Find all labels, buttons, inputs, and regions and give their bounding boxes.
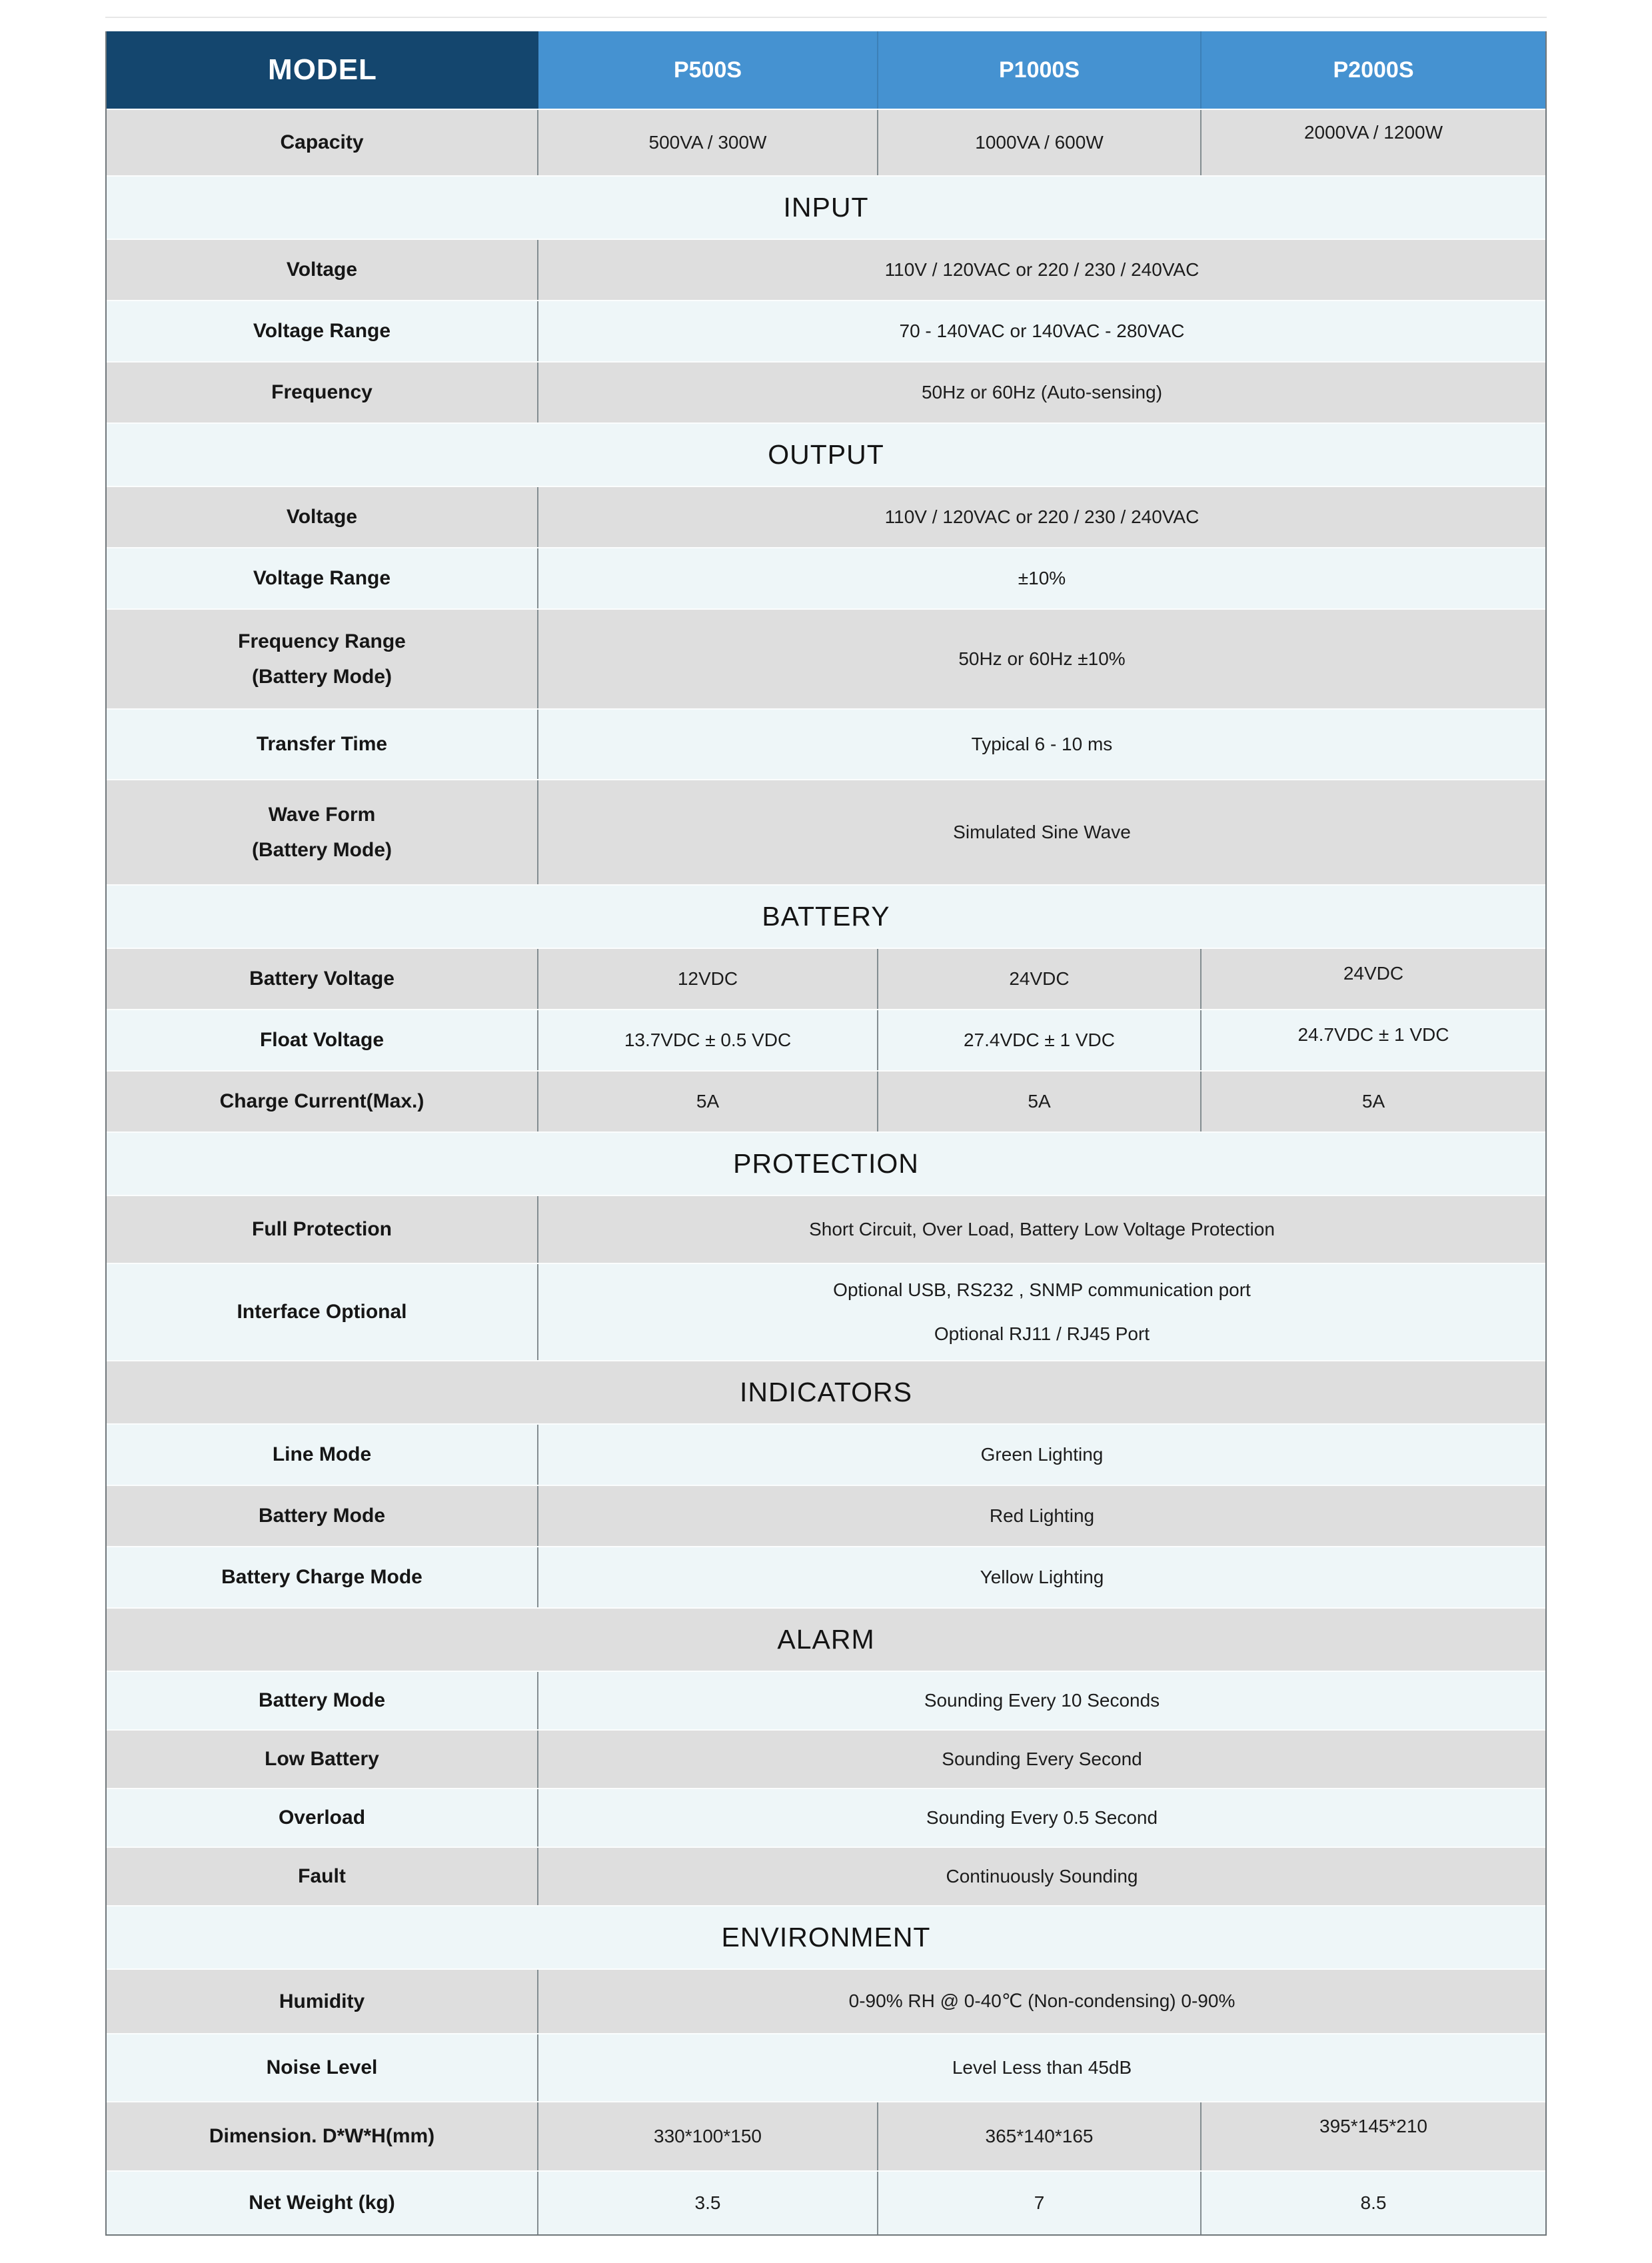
table-row-low-battery xyxy=(107,1731,1545,1789)
row-value: 330*100*150 xyxy=(538,2102,878,2170)
row-label: Voltage xyxy=(107,240,538,300)
row-label: Transfer Time xyxy=(107,710,538,779)
row-label: Battery Charge Mode xyxy=(107,1547,538,1607)
section-header-indicators xyxy=(107,1361,1545,1425)
row-label: Voltage Range xyxy=(107,548,538,608)
table-row-line-mode xyxy=(107,1425,1545,1486)
row-value: 24VDC xyxy=(878,949,1202,1009)
table-row-battery-voltage xyxy=(107,949,1545,1010)
section-header-protection xyxy=(107,1133,1545,1196)
row-value: ±10% xyxy=(1018,567,1066,588)
row-value: 2000VA / 1200W xyxy=(1303,121,1443,143)
table-row-humidity xyxy=(107,1970,1545,2034)
row-value: 3.5 xyxy=(538,2172,878,2234)
model-column-header-p1000s: P1000S xyxy=(878,31,1202,109)
table-row-output-voltage-range xyxy=(107,548,1545,610)
row-value: 27.4VDC ± 1 VDC xyxy=(878,1010,1202,1070)
row-label: Frequency xyxy=(107,363,538,422)
row-value: 7 xyxy=(878,2172,1202,2234)
section-title: INDICATORS xyxy=(739,1377,913,1407)
section-title: ALARM xyxy=(777,1624,875,1655)
row-value: 110V / 120VAC or 220 / 230 / 240VAC xyxy=(884,506,1200,527)
row-value-line1: Optional USB, RS232 , SNMP communication port xyxy=(833,1279,1251,1300)
row-label: Humidity xyxy=(107,1970,538,2033)
table-row-charge-current xyxy=(107,1072,1545,1133)
table-row-battery-charge-mode xyxy=(107,1547,1545,1609)
row-label: Battery Mode xyxy=(107,1486,538,1546)
table-row-capacity xyxy=(107,110,1545,177)
row-value: Sounding Every 10 Seconds xyxy=(924,1689,1160,1711)
row-label: Fault xyxy=(107,1848,538,1905)
row-value: Level Less than 45dB xyxy=(952,2056,1132,2078)
section-title: BATTERY xyxy=(762,901,890,932)
row-label-line1: Frequency Range xyxy=(238,630,406,652)
row-label: Interface Optional xyxy=(107,1264,538,1360)
row-label-line2: (Battery Mode) xyxy=(251,666,392,688)
section-title: ENVIRONMENT xyxy=(721,1922,931,1952)
row-label: Capacity xyxy=(107,110,538,175)
row-label: Battery Mode xyxy=(107,1672,538,1729)
row-value: 500VA / 300W xyxy=(538,110,878,175)
row-value: 24VDC xyxy=(1343,962,1404,984)
row-value: 50Hz or 60Hz (Auto-sensing) xyxy=(921,381,1163,402)
row-value: 5A xyxy=(1361,1090,1385,1112)
row-value: 5A xyxy=(878,1072,1202,1132)
row-value: Continuously Sounding xyxy=(946,1865,1138,1886)
row-label xyxy=(107,780,538,884)
table-row-full-protection xyxy=(107,1196,1545,1264)
row-value-line2: Optional RJ11 / RJ45 Port xyxy=(934,1323,1150,1344)
row-value: Sounding Every 0.5 Second xyxy=(926,1807,1158,1828)
row-value: 395*145*210 xyxy=(1319,2115,1427,2136)
row-value: 13.7VDC ± 0.5 VDC xyxy=(538,1010,878,1070)
top-divider xyxy=(105,17,1547,18)
row-value: Simulated Sine Wave xyxy=(953,821,1131,842)
row-value: Yellow Lighting xyxy=(980,1566,1104,1587)
table-row-transfer-time xyxy=(107,710,1545,780)
row-label: Net Weight (kg) xyxy=(107,2172,538,2234)
table-row-wave-form xyxy=(107,780,1545,886)
row-value: 5A xyxy=(538,1072,878,1132)
row-value: Sounding Every Second xyxy=(942,1748,1142,1769)
section-title: PROTECTION xyxy=(733,1148,919,1179)
row-value: 50Hz or 60Hz ±10% xyxy=(958,648,1126,669)
row-label: Float Voltage xyxy=(107,1010,538,1070)
row-label: Line Mode xyxy=(107,1425,538,1485)
table-row-input-frequency xyxy=(107,363,1545,424)
row-label: Full Protection xyxy=(107,1196,538,1263)
table-row-input-voltage-range xyxy=(107,301,1545,363)
row-value: 8.5 xyxy=(1360,2192,1387,2213)
model-header-cell: MODEL xyxy=(107,31,538,109)
row-label: Voltage xyxy=(107,487,538,547)
row-label: Voltage Range xyxy=(107,301,538,361)
row-label: Low Battery xyxy=(107,1731,538,1788)
row-label-line2: (Battery Mode) xyxy=(251,839,392,861)
section-header-battery xyxy=(107,886,1545,949)
table-row-dimension xyxy=(107,2102,1545,2172)
row-label xyxy=(107,610,538,708)
row-value: 1000VA / 600W xyxy=(878,110,1202,175)
row-label: Charge Current(Max.) xyxy=(107,1072,538,1132)
table-row-output-frequency-range xyxy=(107,610,1545,710)
section-header-environment xyxy=(107,1906,1545,1970)
row-value: Typical 6 - 10 ms xyxy=(971,733,1113,754)
table-row-net-weight xyxy=(107,2172,1545,2234)
row-value: Green Lighting xyxy=(980,1443,1104,1465)
row-label: Battery Voltage xyxy=(107,949,538,1009)
table-row-fault xyxy=(107,1848,1545,1906)
section-title: OUTPUT xyxy=(768,439,884,470)
row-value: 365*140*165 xyxy=(878,2102,1202,2170)
row-value: Red Lighting xyxy=(989,1505,1095,1526)
table-row-battery-mode-indicator xyxy=(107,1486,1545,1547)
section-title: INPUT xyxy=(783,192,869,223)
table-row-float-voltage xyxy=(107,1010,1545,1072)
row-value: 70 - 140VAC or 140VAC - 280VAC xyxy=(899,320,1185,341)
table-row-output-voltage xyxy=(107,487,1545,548)
table-header-row xyxy=(107,31,1545,110)
row-label-line1: Wave Form xyxy=(268,803,376,826)
section-header-output xyxy=(107,424,1545,487)
section-header-input xyxy=(107,177,1545,240)
model-column-header-p500s: P500S xyxy=(538,31,878,109)
section-header-alarm xyxy=(107,1609,1545,1672)
row-value: 110V / 120VAC or 220 / 230 / 240VAC xyxy=(884,259,1200,280)
row-label: Noise Level xyxy=(107,2034,538,2101)
table-row-interface-optional xyxy=(107,1264,1545,1361)
row-value: 0-90% RH @ 0-40℃ (Non-condensing) 0-90% xyxy=(848,1990,1236,2012)
row-value: 24.7VDC ± 1 VDC xyxy=(1297,1024,1449,1045)
row-value: Short Circuit, Over Load, Battery Low Voltage Protection xyxy=(809,1218,1275,1239)
table-row-input-voltage xyxy=(107,240,1545,301)
row-value: 12VDC xyxy=(538,949,878,1009)
table-row-overload xyxy=(107,1789,1545,1848)
spec-table xyxy=(105,31,1547,2236)
row-label: Overload xyxy=(107,1789,538,1847)
model-column-header-p2000s: P2000S xyxy=(1202,31,1545,109)
row-value xyxy=(538,1264,1545,1360)
table-row-alarm-battery-mode xyxy=(107,1672,1545,1731)
row-label: Dimension. D*W*H(mm) xyxy=(107,2102,538,2170)
